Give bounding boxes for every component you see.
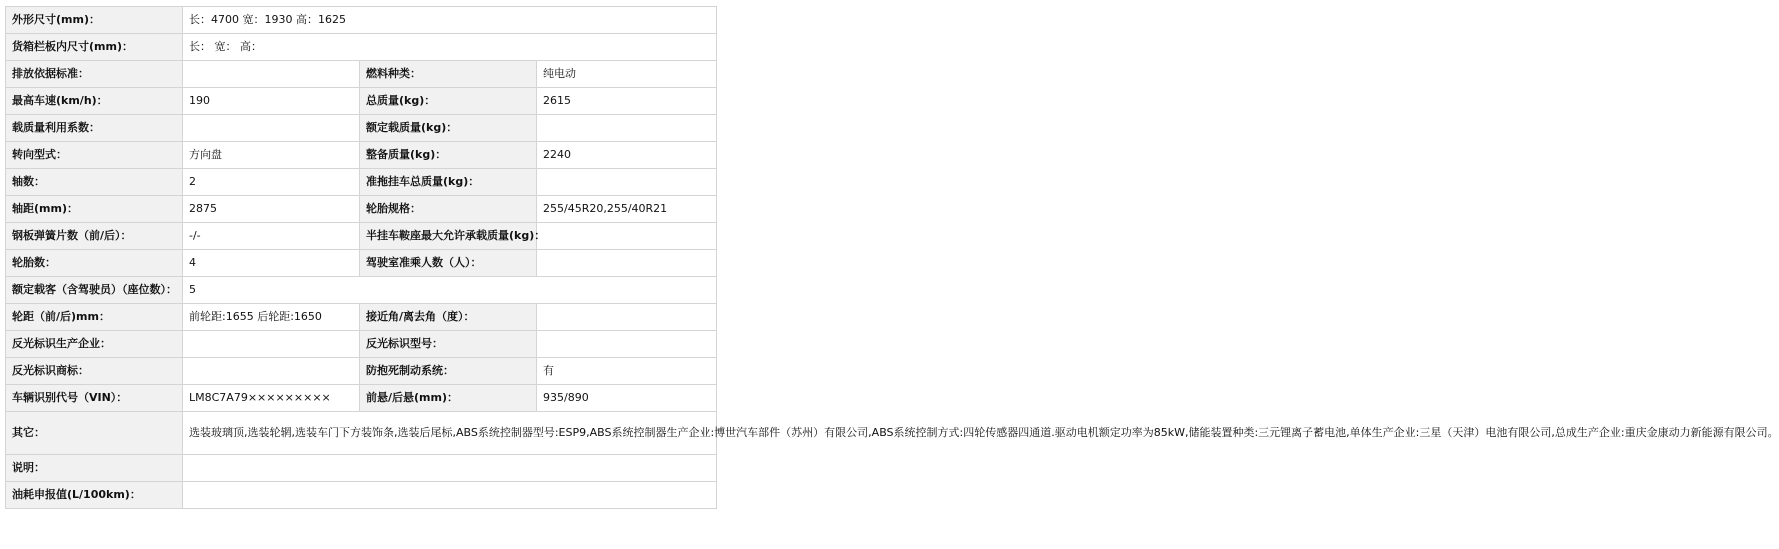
spec-row [6,482,717,509]
field-value [183,61,360,88]
field-label: 反光标识型号： [360,331,537,358]
field-label: 轮胎规格： [360,196,537,223]
field-value: 纯电动 [537,61,717,88]
field-label: 载质量利用系数： [6,115,183,142]
field-label: 前悬/后悬(mm)： [360,385,537,412]
field-label: 反光标识生产企业： [6,331,183,358]
field-label: 钢板弹簧片数（前/后）： [6,223,183,250]
field-value: 方向盘 [183,142,360,169]
field-label: 接近角/离去角（度）： [360,304,537,331]
field-value: 2240 [537,142,717,169]
spec-table [5,6,1779,509]
spec-row [6,142,717,169]
field-label: 车辆识别代号（VIN）： [6,385,183,412]
field-value: 935/890 [537,385,717,412]
spec-row [6,304,717,331]
field-label: 防抱死制动系统： [360,358,537,385]
field-value: 255/45R20,255/40R21 [537,196,717,223]
field-value: 有 [537,358,717,385]
spec-row [6,412,717,455]
spec-row [6,455,717,482]
field-label: 半挂车鞍座最大允许承载质量(kg)： [360,223,537,250]
field-value: LM8C7A79××××××××× [183,385,360,412]
spec-row [6,7,717,34]
field-label: 轮距（前/后)mm： [6,304,183,331]
field-label: 油耗申报值(L/100km)： [6,482,183,509]
field-value: 4 [183,250,360,277]
field-value: -/- [183,223,360,250]
field-label: 最高车速(km/h)： [6,88,183,115]
spec-row [6,385,717,412]
field-value: 190 [183,88,360,115]
spec-row [6,115,717,142]
field-value [537,115,717,142]
spec-row [6,196,717,223]
field-value: 5 [183,277,717,304]
field-label: 整备质量(kg)： [360,142,537,169]
spec-row [6,88,717,115]
field-label: 轴数： [6,169,183,196]
field-label: 转向型式： [6,142,183,169]
field-value: 2875 [183,196,360,223]
field-label: 轮胎数： [6,250,183,277]
field-label: 总质量(kg)： [360,88,537,115]
field-value [537,223,717,250]
field-value: 2 [183,169,360,196]
field-value [537,331,717,358]
field-value: 前轮距:1655 后轮距:1650 [183,304,360,331]
field-label: 额定载质量(kg)： [360,115,537,142]
field-label: 说明： [6,455,183,482]
field-value [537,304,717,331]
field-value [183,331,360,358]
field-value [183,482,717,509]
field-label: 排放依据标准： [6,61,183,88]
field-value [537,169,717,196]
field-value [537,250,717,277]
field-label: 准拖挂车总质量(kg)： [360,169,537,196]
field-value: 长：4700 宽：1930 高：1625 [183,7,717,34]
field-label: 燃料种类： [360,61,537,88]
field-label: 额定载客（含驾驶员）（座位数）： [6,277,183,304]
field-value [183,358,360,385]
field-label: 其它： [6,412,183,455]
field-value [183,115,360,142]
field-value: 2615 [537,88,717,115]
vehicle-spec-sheet [5,6,1779,509]
field-value [183,455,717,482]
field-value: 长： 宽： 高： [183,34,717,61]
spec-row [6,331,717,358]
spec-row [6,223,717,250]
field-label: 外形尺寸(mm)： [6,7,183,34]
spec-row [6,169,717,196]
field-label: 驾驶室准乘人数（人）： [360,250,537,277]
field-label: 货箱栏板内尺寸(mm)： [6,34,183,61]
spec-row [6,277,717,304]
spec-row [6,358,717,385]
spec-row [6,34,717,61]
spec-row [6,250,717,277]
spec-row [6,61,717,88]
other-notes-value: 选装玻璃顶,选装轮辋,选装车门下方装饰条,选装后尾标,ABS系统控制器型号:ESP9,ABS系统控制器生产企业:博世汽车部件（苏州）有限公司,ABS系统控制方式:四轮传感器四通道.驱动电机额定功率为85kW,储能装置种类:三元锂离子蓄电池,单体生产企业:三星（天津）电池有限公司,总成生产企业:重庆金康动力新能源有限公司。 [183,412,717,455]
field-label: 轴距(mm)： [6,196,183,223]
field-label: 反光标识商标： [6,358,183,385]
